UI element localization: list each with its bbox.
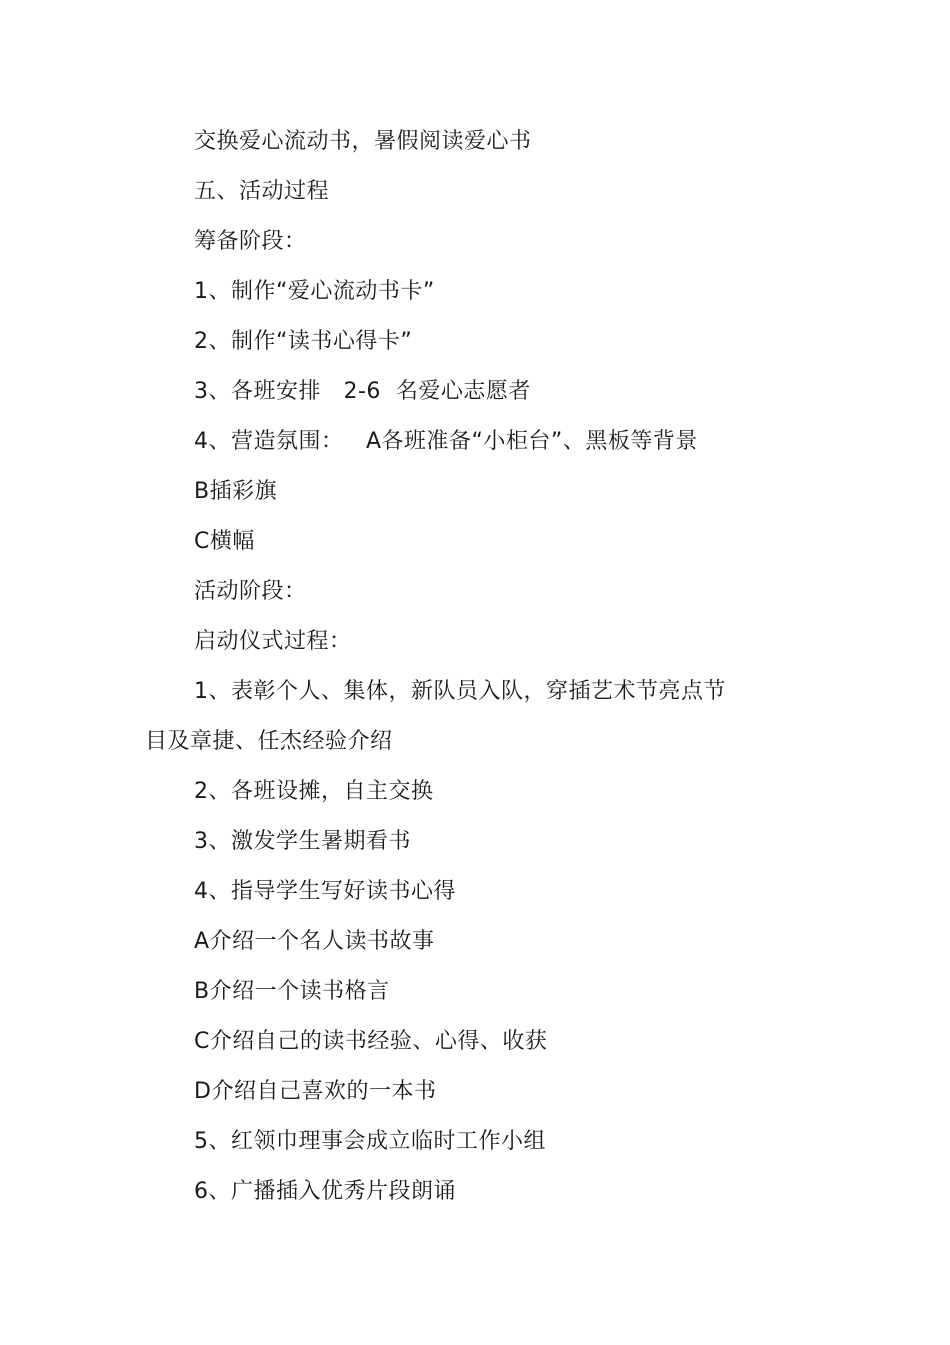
- list-item-ceremony-5: 5、红领巾理事会成立临时工作小组: [194, 1129, 546, 1154]
- sub-item-c-own-experience: C介绍自己的读书经验、心得、收获: [194, 1029, 548, 1054]
- section-heading-activity-process: 五、活动过程: [194, 179, 330, 204]
- sub-item-c-banner: C横幅: [194, 529, 255, 554]
- subheading-launch-ceremony: 启动仪式过程：: [194, 629, 352, 654]
- list-item-ceremony-2: 2、各班设摊，自主交换: [194, 779, 434, 804]
- sub-item-b-flags: B插彩旗: [194, 479, 278, 504]
- subheading-preparation-stage: 筹备阶段：: [194, 229, 307, 254]
- list-item-prep-4: 4、营造氛围： A各班准备“小柜台”、黑板等背景: [194, 429, 698, 454]
- list-item-prep-3: 3、各班安排 2-6 名爱心志愿者: [194, 379, 531, 404]
- list-item-ceremony-1-continued: 目及章捷、任杰经验介绍: [145, 729, 393, 754]
- sub-item-b-reading-motto: B介绍一个读书格言: [194, 979, 390, 1004]
- subheading-activity-stage: 活动阶段：: [194, 579, 307, 604]
- list-item-ceremony-3: 3、激发学生暑期看书: [194, 829, 411, 854]
- list-item-prep-2: 2、制作“读书心得卡”: [194, 329, 413, 354]
- list-item-ceremony-4: 4、指导学生写好读书心得: [194, 879, 456, 904]
- list-item-ceremony-1: 1、表彰个人、集体，新队员入队，穿插艺术节亮点节: [194, 679, 726, 704]
- sub-item-d-favorite-book: D介绍自己喜欢的一本书: [194, 1079, 437, 1104]
- text-line-exchange-books: 交换爱心流动书，暑假阅读爱心书: [194, 129, 532, 154]
- sub-item-a-famous-story: A介绍一个名人读书故事: [194, 929, 435, 954]
- list-item-prep-1: 1、制作“爱心流动书卡”: [194, 279, 435, 304]
- list-item-ceremony-6: 6、广播插入优秀片段朗诵: [194, 1179, 456, 1204]
